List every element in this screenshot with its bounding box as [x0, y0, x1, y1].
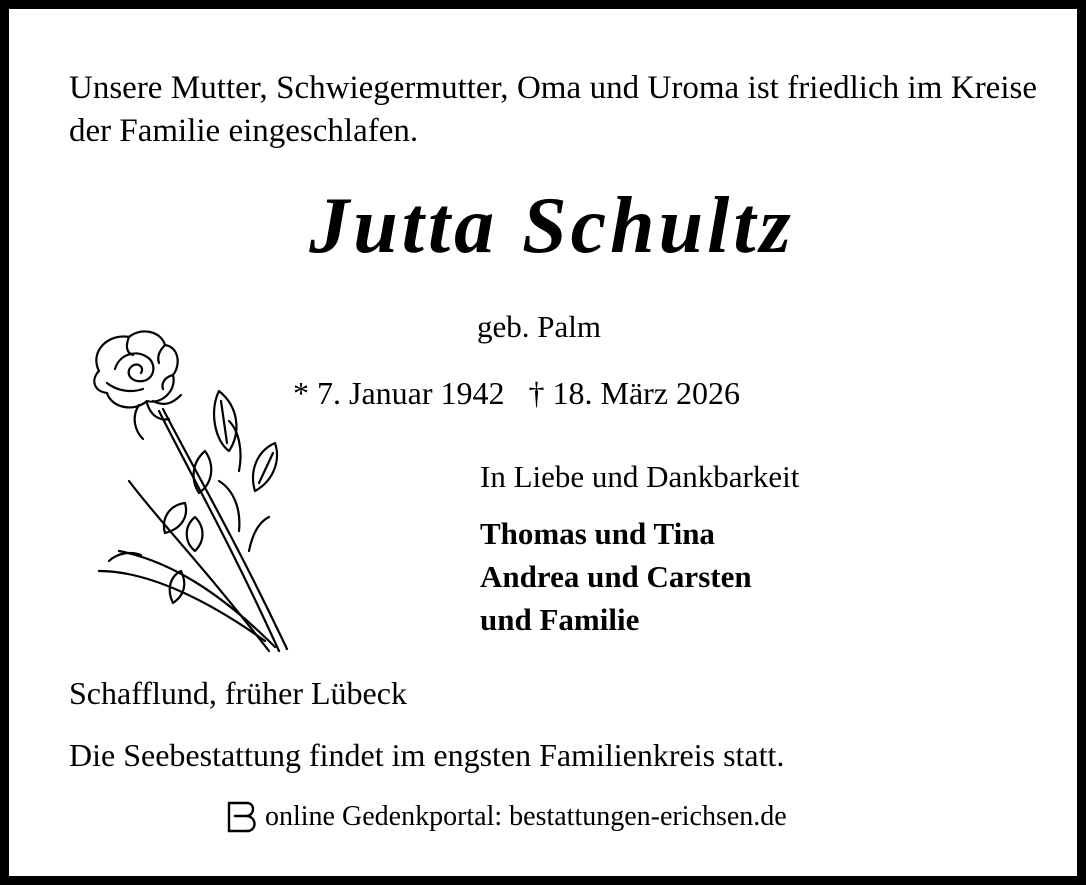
maiden-name: geb. Palm — [477, 309, 601, 344]
death-date: † 18. März 2026 — [528, 375, 741, 411]
e-logo-icon — [223, 799, 263, 835]
place-line: Schafflund, früher Lübeck — [69, 675, 407, 711]
portal-text[interactable]: online Gedenkportal: bestattungen-erichsen.de — [265, 801, 787, 832]
burial-line: Die Seebestattung findet im engsten Familienkreis statt. — [69, 737, 785, 773]
birth-date: * 7. Januar 1942 — [293, 375, 505, 411]
mourner-line: Andrea und Carsten — [480, 559, 752, 594]
mourner-line: und Familie — [480, 602, 640, 637]
portal-line[interactable] — [223, 799, 787, 835]
mourner-line: Thomas und Tina — [480, 516, 715, 551]
deceased-name: Jutta Schultz — [309, 182, 795, 270]
life-dates — [293, 375, 740, 412]
rose-icon — [69, 321, 309, 661]
mourners-list — [480, 512, 752, 641]
intro-text: Unsere Mutter, Schwiegermutter, Oma und Uroma ist friedlich im Kreise der Familie eingeschlafen. — [69, 70, 1037, 149]
thanks-line: In Liebe und Dankbarkeit — [480, 459, 800, 494]
